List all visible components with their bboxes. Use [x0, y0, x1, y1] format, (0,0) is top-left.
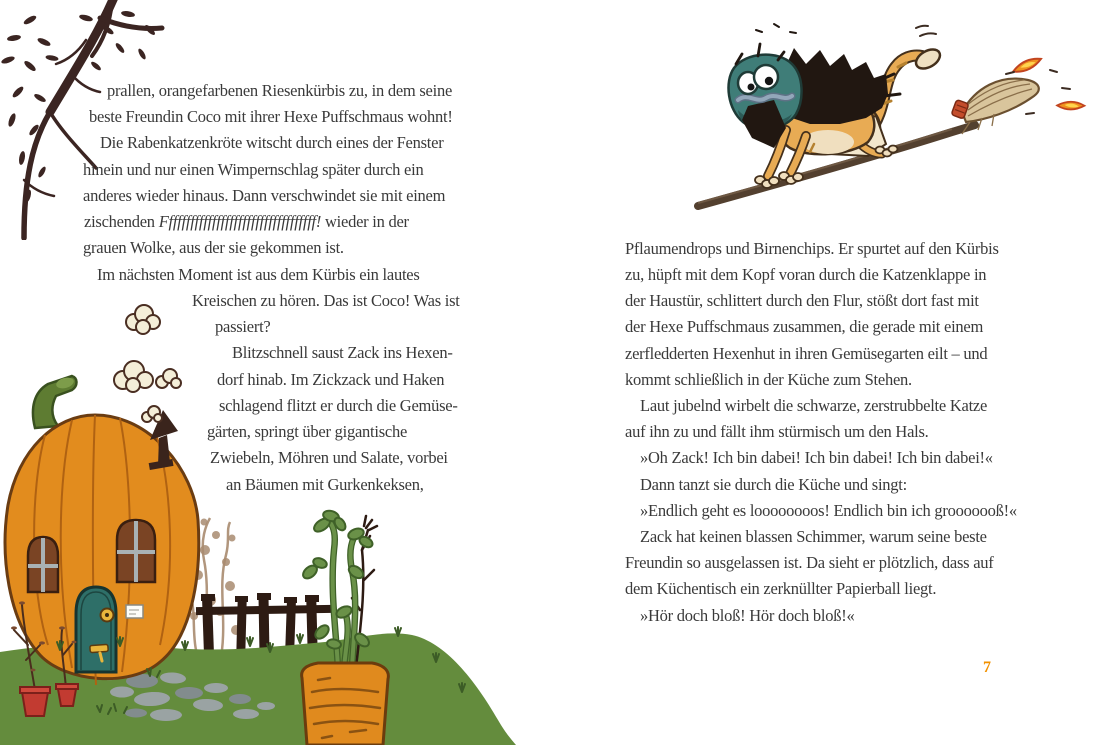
pumpkin-house-illustration: [0, 300, 545, 745]
right-window: [117, 520, 155, 582]
text-line: an Bäumen mit Gurkenkeksen,: [226, 475, 424, 494]
text-line: Blitzschnell saust Zack ins Hexen-: [232, 343, 453, 362]
text-line: prallen, orangefarbenen Riesenkürbis zu, in dem seine: [107, 81, 453, 100]
text-line: hinein und nur einen Wimpernschlag später durch ein: [83, 160, 424, 179]
giant-carrot: [302, 663, 389, 745]
right-eye: [754, 65, 778, 89]
text-line: kommt schließlich in der Küche zum Stehen.: [625, 370, 912, 389]
text-line: dem Küchentisch ein zerknüllter Papierball liegt.: [625, 579, 937, 598]
creature-on-broomstick-illustration: [690, 10, 1090, 220]
text-line: der Haustür, schlittert durch den Flur, stößt dort fast mit: [625, 291, 979, 310]
text-line: Zwiebeln, Möhren und Salate, vorbei: [210, 448, 448, 467]
mailbox: [126, 605, 143, 618]
text-line: gärten, springt über gigantische: [207, 422, 408, 441]
text-line: grauen Wolke, aus der sie gekommen ist.: [83, 238, 344, 257]
text-line: schlagend flitzt er durch die Gemüse-: [219, 396, 458, 415]
text-line: »Oh Zack! Ich bin dabei! Ich bin dabei! Ich bin dabei!«: [640, 448, 993, 467]
text-line: Pflaumendrops und Birnenchips. Er spurtet auf den Kürbis: [625, 239, 999, 258]
text-line: zischenden Fffffffffffffffffffffffffffffffffff! wieder in der: [84, 212, 409, 231]
text-line: beste Freundin Coco mit ihrer Hexe Puffschmaus wohnt!: [89, 107, 453, 126]
text-line: der Hexe Puffschmaus zusammen, die gerade mit einem: [625, 317, 984, 336]
text-line: Kreischen zu hören. Das ist Coco! Was ist: [192, 291, 460, 310]
text-line: zu, hüpft mit dem Kopf voran durch die Katzenklappe in: [625, 265, 987, 284]
text-line: Im nächsten Moment ist aus dem Kürbis ein lautes: [97, 265, 420, 284]
text-line: »Hör doch bloß! Hör doch bloß!«: [640, 606, 855, 625]
text-line: auf ihn zu und fällt ihm stürmisch um den Hals.: [625, 422, 929, 441]
left-window: [28, 537, 58, 592]
door-slot: [90, 644, 108, 652]
text-line: Laut jubelnd wirbelt die schwarze, zerstrubbelte Katze: [640, 396, 988, 415]
text-line: Die Rabenkatzenkröte witscht durch eines der Fenster: [100, 133, 444, 152]
front-door: [76, 587, 116, 672]
smoke-puffs: [114, 305, 181, 422]
text-line: Freundin so ausgelassen ist. Da sieht er plötzlich, dass auf: [625, 553, 994, 572]
text-line: zerfledderten Hexenhut in ihren Gemüsegarten eilt – und: [625, 344, 988, 363]
text-line: dorf hinab. Im Zickzack und Haken: [217, 370, 445, 389]
page-number: 7: [983, 659, 991, 676]
text-line: Dann tanzt sie durch die Küche und singt:: [640, 475, 907, 494]
text-line: Zack hat keinen blassen Schimmer, warum seine beste: [640, 527, 987, 546]
text-line: »Endlich geht es loooooooos! Endlich bin ich grooooooß!«: [640, 501, 1017, 520]
text-line: passiert?: [215, 317, 271, 336]
text-line: anderes wieder hinaus. Dann verschwindet sie mit einem: [83, 186, 446, 205]
